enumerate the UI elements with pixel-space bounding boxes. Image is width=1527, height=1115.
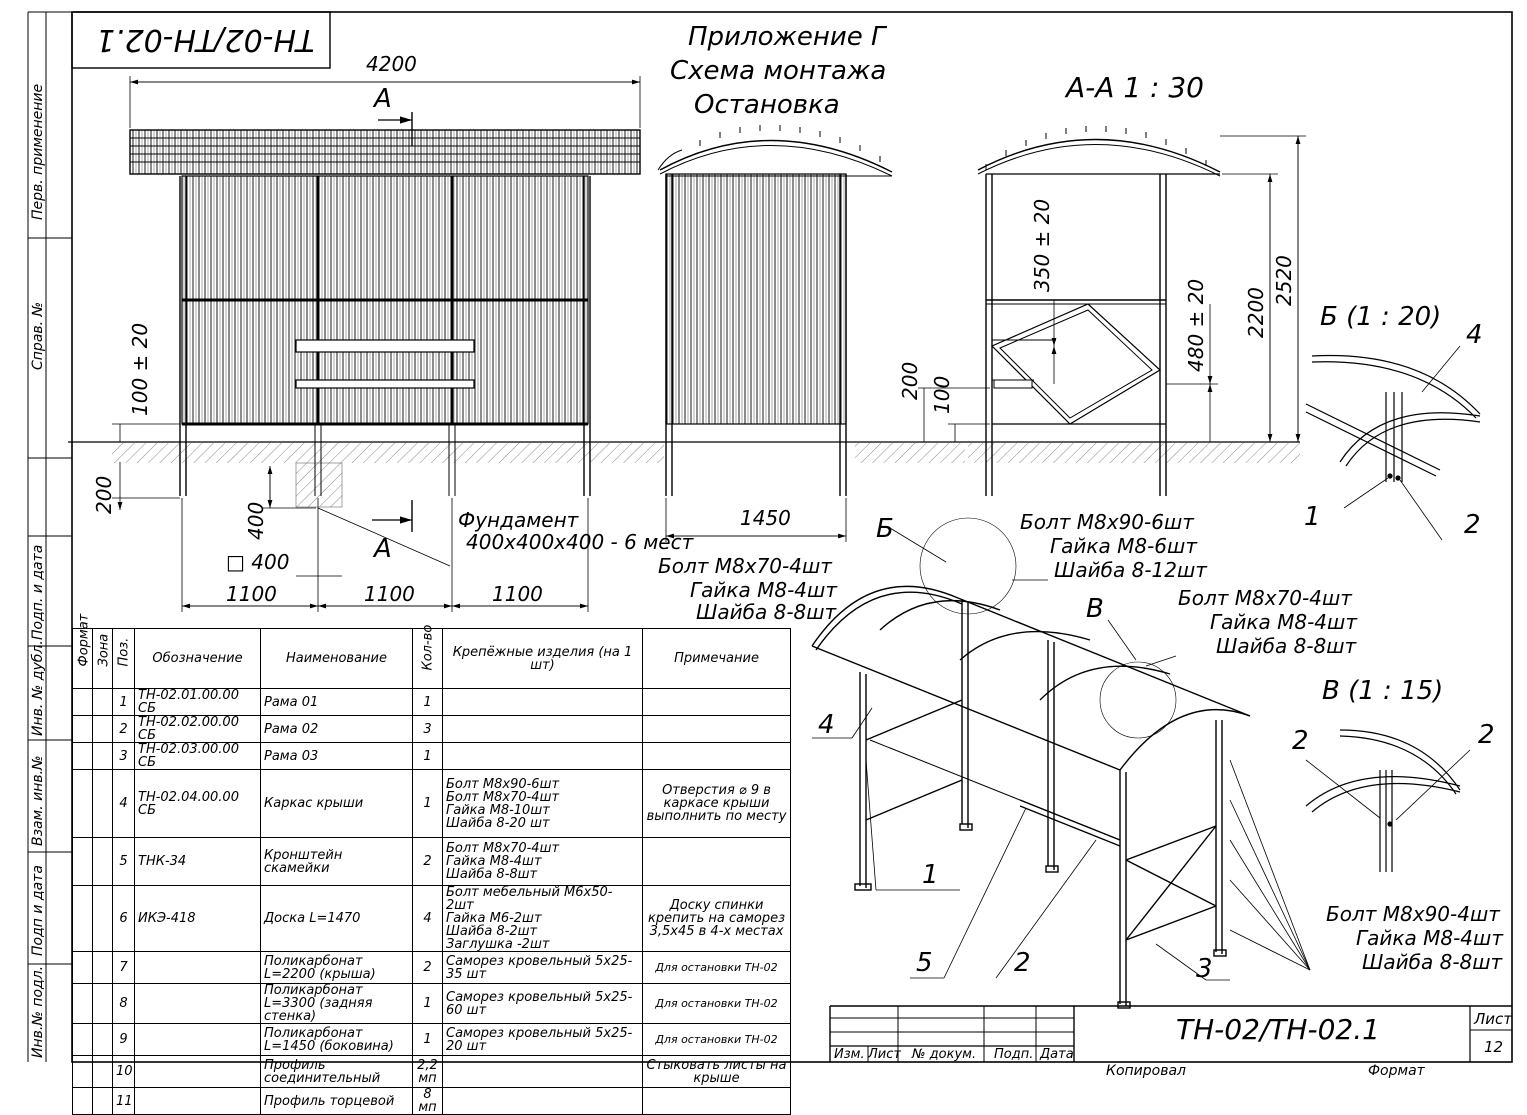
cell-format	[73, 770, 93, 838]
front-view	[130, 130, 640, 496]
table-row	[73, 743, 791, 770]
dim-400: 400	[244, 501, 268, 540]
cell-qty: 1	[413, 770, 443, 838]
cell-note	[643, 689, 791, 716]
cell-pos: 4	[113, 770, 135, 838]
callout-4-iso: 4	[818, 710, 835, 740]
cell-fasteners: Болт М8х70-4шт Гайка М8-4шт Шайба 8-8шт	[443, 838, 643, 886]
cell-pos: 10	[113, 1056, 135, 1088]
cell-fasteners	[443, 716, 643, 743]
cell-name: Рама 02	[261, 716, 413, 743]
callout-1-iso: 1	[922, 860, 939, 890]
cell-note	[643, 743, 791, 770]
cell-format	[73, 952, 93, 984]
dim-2200: 2200	[1244, 287, 1268, 338]
cell-zone	[93, 1024, 113, 1056]
cell-pos: 7	[113, 952, 135, 984]
cell-pos: 8	[113, 984, 135, 1024]
cell-format	[73, 716, 93, 743]
cell-format	[73, 1024, 93, 1056]
hdr-zone: Зона	[93, 629, 113, 689]
cell-name: Поликарбонат L=2200 (крыша)	[261, 952, 413, 984]
cell-fasteners	[443, 1056, 643, 1088]
cell-pos: 3	[113, 743, 135, 770]
cell-zone	[93, 984, 113, 1024]
section-title: А-А 1 : 30	[1066, 71, 1204, 104]
dim-100-20: 100 ± 20	[128, 322, 152, 416]
bolts70b-1: Болт М8х70-4шт	[1178, 586, 1352, 610]
detail-v	[1306, 730, 1470, 872]
hdr-fasteners: Крепёжные изделия (на 1 шт)	[443, 629, 643, 689]
cell-code: ТНК-34	[135, 838, 261, 886]
cell-code	[135, 1088, 261, 1115]
cell-name: Рама 03	[261, 743, 413, 770]
cell-name: Поликарбонат L=3300 (задняя стенка)	[261, 984, 413, 1024]
cell-code: ТН-02.04.00.00 СБ	[135, 770, 261, 838]
cell-zone	[93, 838, 113, 886]
bolts70a-3: Шайба 8-8шт	[696, 600, 837, 624]
foundation-note-2: 400х400х400 - 6 мест	[466, 530, 694, 554]
cell-qty: 1	[413, 743, 443, 770]
bolts70a-2: Гайка М8-4шт	[690, 578, 837, 602]
dim-4200: 4200	[366, 52, 417, 76]
mark-b: Б	[876, 514, 894, 544]
cell-name: Профиль соединительный	[261, 1056, 413, 1088]
cell-qty: 4	[413, 886, 443, 952]
dim-found-sq: □ 400	[226, 550, 290, 574]
dim-100-side: 100	[930, 375, 954, 414]
callout-4-b: 4	[1466, 320, 1483, 350]
cell-fasteners	[443, 689, 643, 716]
cell-format	[73, 886, 93, 952]
callout-2-v-left: 2	[1292, 726, 1309, 756]
cell-fasteners: Болт мебельный М6х50-2шт Гайка М6-2шт Шайба 8-2шт Заглушка -2шт	[443, 886, 643, 952]
dim-200-front: 200	[92, 475, 116, 514]
callout-2-b: 2	[1464, 510, 1481, 540]
cell-qty: 1	[413, 689, 443, 716]
stamp-vzam: Взам. инв.№	[30, 755, 46, 846]
dim-200-side: 200	[898, 361, 922, 400]
cell-format	[73, 689, 93, 716]
stamp-perv: Перв. применение	[30, 83, 46, 220]
title-line-2: Схема монтажа	[670, 56, 887, 86]
callout-5-iso: 5	[916, 948, 933, 978]
dim-1100-a: 1100	[226, 582, 277, 606]
title-line-1: Приложение Г	[688, 22, 886, 52]
bolts90b-2: Гайка М8-4шт	[1356, 926, 1503, 950]
section-mark-top: А	[374, 84, 392, 114]
cell-qty: 2	[413, 838, 443, 886]
cell-pos: 1	[113, 689, 135, 716]
cell-name: Рама 01	[261, 689, 413, 716]
cell-note	[643, 838, 791, 886]
cell-note: Стыковать листы на крыше	[643, 1056, 791, 1088]
table-row	[73, 886, 791, 952]
stamp-podp: Подп.	[994, 1047, 1034, 1062]
cell-pos: 9	[113, 1024, 135, 1056]
cell-code	[135, 984, 261, 1024]
hdr-format: Формат	[73, 629, 93, 689]
cell-format	[73, 743, 93, 770]
spec-header-row	[73, 629, 791, 689]
cell-zone	[93, 689, 113, 716]
cell-qty: 1	[413, 1024, 443, 1056]
bolts70b-2: Гайка М8-4шт	[1210, 610, 1357, 634]
dim-2520: 2520	[1272, 255, 1296, 306]
cell-qty: 1	[413, 984, 443, 1024]
cell-pos: 2	[113, 716, 135, 743]
hdr-code: Обозначение	[135, 629, 261, 689]
cell-note: Доску спинки крепить на саморез 3,5х45 в 4-х местах	[643, 886, 791, 952]
cell-name: Каркас крыши	[261, 770, 413, 838]
cell-fasteners: Саморез кровельный 5х25-20 шт	[443, 1024, 643, 1056]
cell-note	[643, 1088, 791, 1115]
bolts90a-3: Шайба 8-12шт	[1054, 558, 1207, 582]
callout-2-iso: 2	[1014, 948, 1031, 978]
cell-note: Отверстия ⌀ 9 в каркасе крыши выполнить по месту	[643, 770, 791, 838]
stamp-inv-dubl: Инв. № дубл.	[30, 640, 46, 736]
stamp-podp1: Подп. и дата	[30, 544, 46, 640]
cell-format	[73, 1056, 93, 1088]
cell-zone	[93, 770, 113, 838]
cell-name: Доска L=1470	[261, 886, 413, 952]
detail-b-title: Б (1 : 20)	[1320, 302, 1442, 332]
cell-qty: 2,2 мп	[413, 1056, 443, 1088]
stamp-format: Формат	[1368, 1063, 1425, 1079]
cell-zone	[93, 716, 113, 743]
dim-1450: 1450	[740, 506, 791, 530]
dim-1100-b: 1100	[364, 582, 415, 606]
bolts90a-2: Гайка М8-6шт	[1050, 534, 1197, 558]
cell-note: Для остановки ТН-02	[643, 1024, 791, 1056]
cell-code	[135, 952, 261, 984]
detail-v-title: В (1 : 15)	[1322, 676, 1444, 706]
cell-qty: 3	[413, 716, 443, 743]
cell-qty: 8 мп	[413, 1088, 443, 1115]
cell-note	[643, 716, 791, 743]
ground	[68, 442, 1300, 507]
table-row	[73, 952, 791, 984]
cell-name: Профиль торцевой	[261, 1088, 413, 1115]
stamp-izm: Изм.	[834, 1047, 865, 1062]
hdr-pos: Поз.	[113, 629, 135, 689]
cell-zone	[93, 1056, 113, 1088]
hdr-qty: Кол-во	[413, 629, 443, 689]
cell-code	[135, 1056, 261, 1088]
cell-code: ТН-02.01.00.00 СБ	[135, 689, 261, 716]
section-mark-bottom: А	[374, 534, 392, 564]
cell-format	[73, 984, 93, 1024]
title-line-3: Остановка	[694, 90, 840, 120]
table-row	[73, 770, 791, 838]
table-row	[73, 1088, 791, 1115]
bolts70a-1: Болт М8х70-4шт	[658, 554, 832, 578]
bolts90a-1: Болт М8х90-6шт	[1020, 510, 1194, 534]
table-row	[73, 1056, 791, 1088]
table-row	[73, 716, 791, 743]
mark-v: В	[1086, 594, 1104, 624]
detail-b	[1306, 346, 1480, 540]
cell-zone	[93, 743, 113, 770]
cell-fasteners	[443, 1088, 643, 1115]
stamp-list: Лист	[868, 1047, 901, 1062]
bolts90b-3: Шайба 8-8шт	[1362, 950, 1503, 974]
callout-1-b: 1	[1304, 502, 1321, 532]
cell-pos: 11	[113, 1088, 135, 1115]
hdr-note: Примечание	[643, 629, 791, 689]
dim-480: 480 ± 20	[1184, 278, 1208, 372]
cell-note: Для остановки ТН-02	[643, 952, 791, 984]
cell-qty: 2	[413, 952, 443, 984]
cell-note: Для остановки ТН-02	[643, 984, 791, 1024]
stamp-sheet-no: 12	[1484, 1038, 1504, 1056]
stamp-podp2: Подп и дата	[30, 865, 46, 956]
cell-code: ИКЭ-418	[135, 886, 261, 952]
side-view	[658, 125, 892, 542]
cell-fasteners	[443, 743, 643, 770]
cell-code	[135, 1024, 261, 1056]
cell-format	[73, 1088, 93, 1115]
bolts90b-1: Болт М8х90-4шт	[1326, 902, 1500, 926]
stamp-ndoc: № докум.	[912, 1047, 977, 1062]
cell-fasteners: Саморез кровельный 5х25-60 шт	[443, 984, 643, 1024]
cell-zone	[93, 886, 113, 952]
foundation-note-1: Фундамент	[458, 508, 579, 532]
cell-name: Поликарбонат L=1450 (боковина)	[261, 1024, 413, 1056]
cell-code: ТН-02.02.00.00 СБ	[135, 716, 261, 743]
cell-zone	[93, 952, 113, 984]
table-row	[73, 1024, 791, 1056]
table-row	[73, 689, 791, 716]
stamp-code: ТН-02/ТН-02.1	[1176, 1013, 1380, 1046]
stamp-copied: Копировал	[1106, 1063, 1186, 1079]
cell-format	[73, 838, 93, 886]
cell-pos: 5	[113, 838, 135, 886]
dim-350: 350 ± 20	[1030, 198, 1054, 292]
cell-pos: 6	[113, 886, 135, 952]
table-row	[73, 838, 791, 886]
callout-2-v-right: 2	[1478, 720, 1495, 750]
dim-1100-c: 1100	[492, 582, 543, 606]
cell-fasteners: Саморез кровельный 5х25-35 шт	[443, 952, 643, 984]
spec-table	[72, 613, 791, 1115]
stamp-sheet-label: Лист	[1474, 1010, 1513, 1028]
hdr-name: Наименование	[261, 629, 413, 689]
cell-fasteners: Болт М8х90-6шт Болт М8х70-4шт Гайка М8-10шт Шайба 8-20 шт	[443, 770, 643, 838]
cell-zone	[93, 1088, 113, 1115]
cell-name: Кронштейн скамейки	[261, 838, 413, 886]
stamp-inv-podl: Инв.№ подл.	[30, 965, 46, 1058]
stamp-sprav: Справ. №	[30, 301, 46, 370]
callout-3-iso: 3	[1196, 954, 1213, 984]
top-code: ТН-02/ТН-02.1	[96, 22, 315, 57]
table-row	[73, 984, 791, 1024]
stamp-data: Дата	[1040, 1047, 1074, 1062]
cell-code: ТН-02.03.00.00 СБ	[135, 743, 261, 770]
bolts70b-3: Шайба 8-8шт	[1216, 634, 1357, 658]
